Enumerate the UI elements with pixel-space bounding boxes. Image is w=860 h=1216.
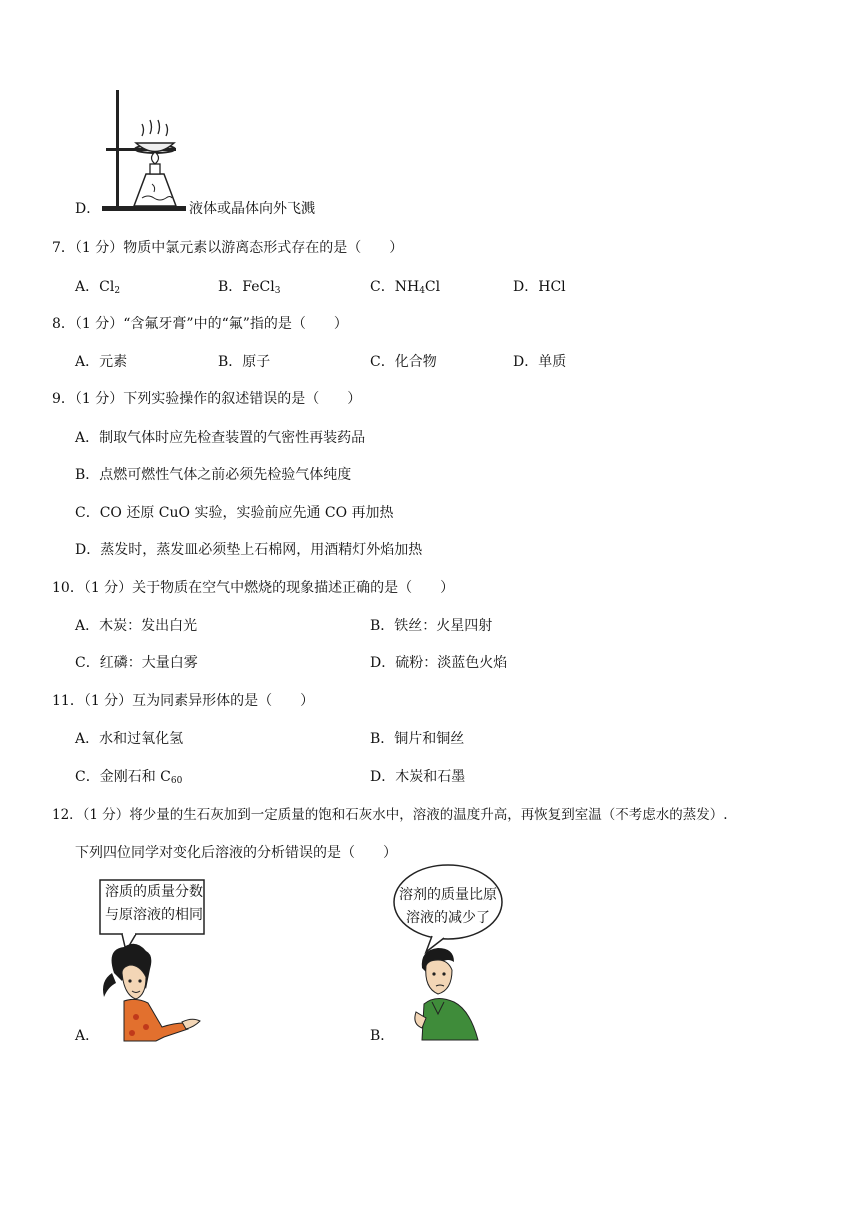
q11-option-c[interactable]: C．金刚石和 $C_{60}$ (75, 769, 183, 786)
q12-option-b-bubble-line1: 溶剂的质量比原 (399, 887, 497, 903)
q10-option-c[interactable]: C．红磷：大量白雾 (75, 655, 198, 671)
q12-option-b-label[interactable]: B． (370, 1028, 395, 1044)
q11-option-d[interactable]: D．木炭和石墨 (370, 769, 466, 785)
q7-option-c[interactable]: C．$NH_4Cl$ (370, 279, 441, 296)
q6-option-d-label[interactable]: D． (75, 201, 101, 217)
q12-option-a-bubble-line2: 与原溶液的相同 (105, 907, 203, 923)
q9-option-c[interactable]: C．CO 还原 CuO 实验，实验前应先通 CO 再加热 (75, 505, 394, 521)
evaporation-apparatus-image (98, 88, 190, 214)
q10-option-b[interactable]: B．铁丝：火星四射 (370, 618, 493, 634)
q10-option-d[interactable]: D．硫粉：淡蓝色火焰 (370, 655, 508, 671)
q8-option-d[interactable]: D．单质 (513, 354, 567, 370)
q11-stem: 11．（1 分）互为同素异形体的是（ ） (52, 693, 315, 709)
q12-option-a-cartoon-image (96, 877, 208, 1045)
q7-option-a[interactable]: A．$Cl_2$ (75, 279, 121, 296)
q7-stem: 7．（1 分）物质中氯元素以游离态形式存在的是（ ） (52, 240, 404, 256)
q12-option-b-bubble-line2: 溶液的减少了 (406, 910, 490, 926)
q12-option-a-label[interactable]: A． (75, 1028, 100, 1044)
q10-option-a[interactable]: A．木炭：发出白光 (75, 618, 198, 634)
q8-stem: 8．（1 分）“含氟牙膏”中的“氟”指的是（ ） (52, 316, 348, 332)
q11-option-b[interactable]: B．铜片和铜丝 (370, 731, 465, 747)
q9-option-d[interactable]: D．蒸发时，蒸发皿必须垫上石棉网，用酒精灯外焰加热 (75, 542, 423, 558)
q9-option-b[interactable]: B．点燃可燃性气体之前必须先检验气体纯度 (75, 467, 352, 483)
q9-option-a[interactable]: A．制取气体时应先检查装置的气密性再装药品 (75, 430, 366, 446)
q9-stem: 9．（1 分）下列实验操作的叙述错误的是（ ） (52, 391, 362, 407)
q6-option-d-text: 液体或晶体向外飞溅 (189, 201, 315, 217)
q7-option-b[interactable]: B．FeCl$_3$ (218, 279, 281, 296)
q8-option-b[interactable]: B．原子 (218, 354, 271, 370)
q12-option-a-bubble-line1: 溶质的质量分数 (105, 884, 203, 900)
q12-stem-line1: 12．（1 分）将少量的生石灰加到一定质量的饱和石灰水中，溶液的温度升高，再恢复到室温（不考虑水的蒸发）. (52, 807, 728, 823)
q10-stem: 10．（1 分）关于物质在空气中燃烧的现象描述正确的是（ ） (52, 580, 455, 596)
q11-option-a[interactable]: A．水和过氧化氢 (75, 731, 184, 747)
q7-option-d[interactable]: D．HCl (513, 279, 566, 295)
q8-option-a[interactable]: A．元素 (75, 354, 128, 370)
q12-stem-line2: 下列四位同学对变化后溶液的分析错误的是（ ） (75, 845, 397, 861)
q8-option-c[interactable]: C．化合物 (370, 354, 437, 370)
